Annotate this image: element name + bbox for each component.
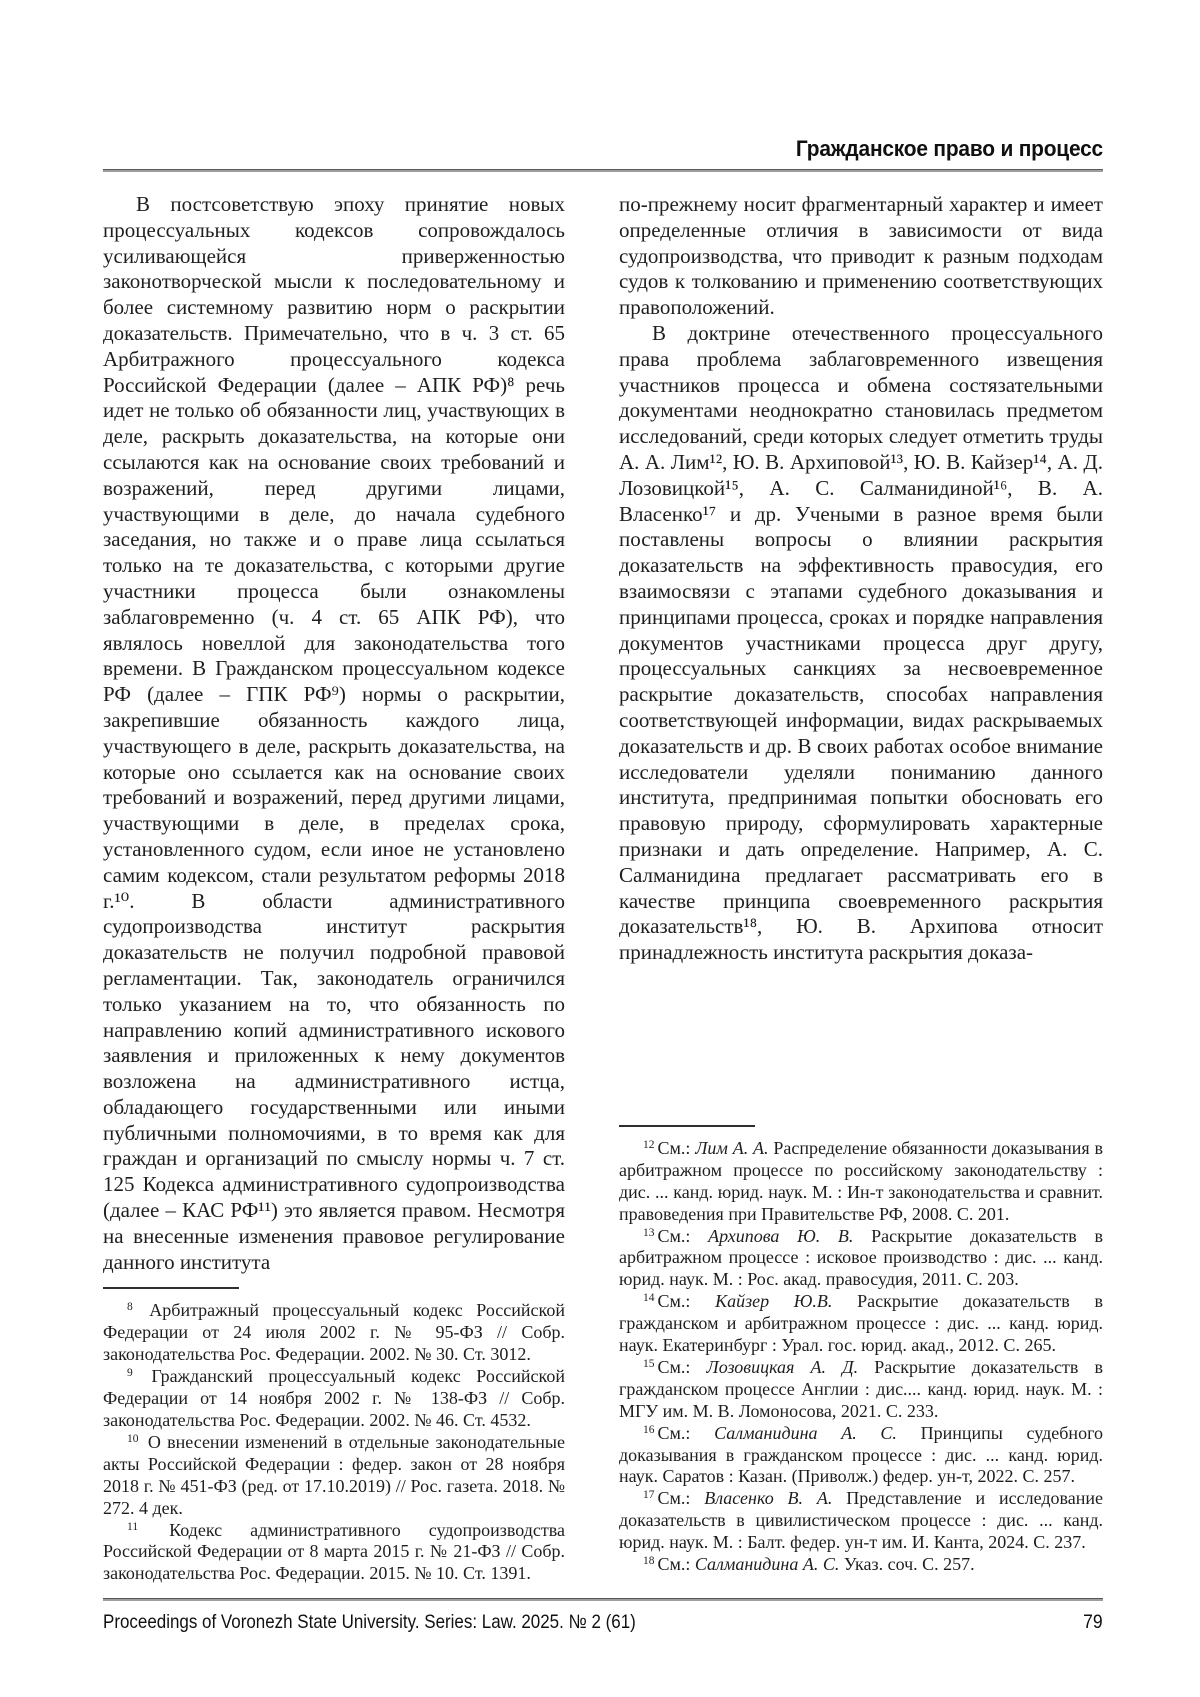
footnote-see: См.: bbox=[657, 1422, 715, 1443]
footnote-text: Указ. соч. С. 257. bbox=[839, 1554, 975, 1575]
footnote-author: Архипова Ю. В. bbox=[708, 1225, 854, 1246]
footnote-16 bbox=[619, 1423, 1103, 1489]
journal-line: Proceedings of Voronezh State University. Series: Law. 2025. № 2 (61) bbox=[103, 1611, 636, 1633]
footnote-author: Лозовицкая А. Д. bbox=[706, 1356, 859, 1377]
running-section-title: Гражданское право и процесс bbox=[795, 136, 1103, 161]
paragraph-1: В постсоветствую эпоху принятие новых процессуальных кодексов сопровождалось усиливающейся приверженностью законотворческой мысли к последовательному и более системному развитию норм о раскрытии доказательств. Примечательно, что в ч. 3 ст. 65 Арбитражного процессуального кодекса Российской Федерации (далее – АПК РФ)⁸ речь идет не только об обязанности лиц, участвующих в деле, раскрыть доказательства, на которые они ссылаются как на основание своих требований и возражений, перед другими лицами, участвующими в деле, до начала судебного заседания, но также и о праве лица ссылаться только на те доказательства, с которыми другие участники процесса были ознакомлены заблаговременно (ч. 4 ст. 65 АПК РФ), что являлось новеллой для законодательства того времени. В Гражданском процессуальном кодексе РФ (далее – ГПК РФ⁹) нормы о раскрытии, закрепившие обязанность каждого лица, участвующего в деле, раскрыть доказательства, на которые оно ссылается как на основание своих требований и возражений, перед другими лицами, участвующими в деле, в пределах срока, установленного судом, если иное не установлено самим кодексом, стали результатом реформы 2018 г.¹⁰. В области административного судопроизводства институт раскрытия доказательств не получил подробной правовой регламентации. Так, законодатель ограничился только указанием на то, что обязанность по направлению копий административного искового заявления и приложенных к нему документов возложена на административного истца, обладающего государственными или иными публичными полномочиями, в то время как для граждан и организаций по смыслу нормы ч. 7 ст. 125 Кодекса административного судопроизводства (далее – КАС РФ¹¹) это является правом. Несмотря на внесенные изменения правовое регулирование данного института bbox=[103, 192, 565, 1274]
footnote-text: Представление и исследование доказательств в цивилистическом процессе : дис. ... канд. юрид. наук. М. : Балт. федер. ун-т им. И. Канта, 2024. С. 237. bbox=[619, 1488, 1103, 1553]
footnote-17 bbox=[619, 1488, 1103, 1554]
footnote-text: Гражданский процессуальный кодекс Российской Федерации от 14 ноября 2002 г. № 138-ФЗ // Собр. законодательства Рос. Федерации. 2002. № 46. Ст. 4532. bbox=[103, 1366, 565, 1430]
footnote-number: 12 bbox=[643, 1138, 655, 1151]
footnote-13 bbox=[619, 1226, 1103, 1292]
footnote-number: 16 bbox=[643, 1423, 655, 1436]
footnote-number: 11 bbox=[127, 1520, 139, 1533]
footnote-text: Распределение обязанности доказывания в арбитражном процессе по российскому законодательству : дис. ... канд. юрид. наук. М. : Ин-т законодательства и сравнит. правоведения при Правительстве РФ, 2008. С. 201. bbox=[619, 1137, 1103, 1224]
left-footnote-block bbox=[103, 1275, 565, 1585]
footnote-text: Кодекс административного судопроизводства Российской Федерации от 8 марта 2015 г. № 21-ФЗ // Собр. законодательства Рос. Федерации. 2015. № 10. Ст. 1391. bbox=[103, 1519, 565, 1584]
footer-rule bbox=[103, 1598, 1103, 1601]
footnote-author: Салманидина А. С. bbox=[694, 1554, 840, 1575]
left-body-text bbox=[103, 192, 565, 1275]
footnote-author: Салманидина А. С. bbox=[714, 1422, 897, 1443]
footnote-see: См.: bbox=[657, 1356, 707, 1377]
footnote-10 bbox=[103, 1432, 565, 1520]
footnote-number: 14 bbox=[643, 1292, 655, 1305]
footnote-separator bbox=[103, 1287, 239, 1289]
header-rule bbox=[103, 169, 1103, 172]
footnote-see: См.: bbox=[657, 1488, 705, 1509]
footnote-author: Кайзер Ю.В. bbox=[715, 1291, 833, 1312]
footnote-18 bbox=[619, 1554, 1103, 1576]
footnote-see: См.: bbox=[657, 1225, 709, 1246]
footnote-14 bbox=[619, 1291, 1103, 1357]
column-right bbox=[619, 192, 1103, 1576]
footnote-separator bbox=[619, 1125, 755, 1127]
right-body-text bbox=[619, 192, 1103, 966]
footnote-text: Раскрытие доказательств в гражданском и арбитражном процессе : дис. ... канд. юрид. наук. Екатеринбург : Урал. гос. юрид. акад., 2012. С. 265. bbox=[619, 1291, 1103, 1356]
footer-row bbox=[103, 1611, 1103, 1634]
paragraph-2: В доктрине отечественного процессуального права проблема заблаговременного извещения участников процесса и обмена состязательными документами неоднократно становилась предметом исследований, среди которых следует отметить труды А. А. Лим¹², Ю. В. Архиповой¹³, Ю. В. Кайзер¹⁴, А. Д. Лозовицкой¹⁵, А. С. Салманидиной¹⁶, В. А. Власенко¹⁷ и др. Учеными в разное время были поставлены вопросы о влиянии раскрытия доказательств на эффективность правосудия, его взаимосвязи с этапами судебного доказывания и принципами процесса, сроках и порядке направления документов участниками процесса друг другу, процессуальных санкциях за несвоевременное раскрытие доказательств, способах направления соответствующей информации, видах раскрываемых доказательств и др. В своих работах особое внимание исследователи уделяли пониманию данного института, предпринимая попытки обосновать его правовую природу, сформулировать характерные признаки и дать определение. Например, А. С. Салманидина предлагает рассматривать его в качестве принципа своевременного раскрытия доказательств¹⁸, Ю. В. Архипова относит принадлежность института раскрытия доказа- bbox=[619, 320, 1103, 965]
footnote-number: 8 bbox=[127, 1301, 133, 1314]
column-left bbox=[103, 192, 565, 1584]
footnote-text: Раскрытие доказательств в арбитражном процессе : исковое производство : дис. ... канд. юрид. наук. М. : Рос. акад. правосудия, 2011. С. 203. bbox=[619, 1225, 1103, 1290]
footnote-15 bbox=[619, 1357, 1103, 1423]
paragraph-continuation: по-прежнему носит фрагментарный характер и имеет определенные отличия в зависимости от вида судопроизводства, что приводит к разным подходам судов к толкованию и применению соответствующих правоположений. bbox=[619, 192, 1103, 320]
footnote-11 bbox=[103, 1520, 565, 1586]
footnote-number: 9 bbox=[127, 1367, 133, 1380]
footnote-number: 15 bbox=[643, 1357, 655, 1370]
footnote-see: См.: bbox=[657, 1291, 716, 1312]
footnote-text: О внесении изменений в отдельные законодательные акты Российской Федерации : федер. закон от 28 ноября 2018 г. № 451-ФЗ (ред. от 17.10.2019) // Рос. газета. 2018. № 272. 4 дек. bbox=[103, 1431, 565, 1518]
page-header bbox=[103, 0, 1103, 172]
footnote-see: См.: bbox=[657, 1137, 696, 1158]
footnote-9 bbox=[103, 1366, 565, 1432]
footnote-author: Власенко В. А. bbox=[704, 1488, 833, 1509]
footnote-text: Арбитражный процессуальный кодекс Российской Федерации от 24 июля 2002 г. № 95-ФЗ // Собр. законодательства Рос. Федерации. 2002. № 30. Ст. 3012. bbox=[103, 1300, 565, 1365]
footnote-12 bbox=[619, 1138, 1103, 1226]
footnote-see: См.: bbox=[657, 1554, 695, 1575]
footnote-author: Лим А. А. bbox=[695, 1137, 769, 1158]
footnote-text: Принципы судебного доказывания в гражданском процессе : дис. ... канд. юрид. наук. Саратов : Казан. (Приволж.) федер. ун-т, 2022. С. 257. bbox=[619, 1422, 1104, 1487]
two-column-body bbox=[103, 192, 1104, 1584]
footnote-number: 10 bbox=[127, 1432, 139, 1445]
footnote-number: 18 bbox=[643, 1555, 655, 1568]
right-footnote-block bbox=[619, 1113, 1103, 1576]
footnote-8 bbox=[103, 1300, 565, 1366]
footnote-text: Раскрытие доказательств в гражданском процессе Англии : дис.... канд. юрид. наук. М. : МГУ им. М. В. Ломоносова, 2021. С. 233. bbox=[619, 1356, 1103, 1421]
footnote-number: 13 bbox=[643, 1226, 655, 1239]
page-footer bbox=[103, 1598, 1103, 1634]
page-number: 79 bbox=[1083, 1611, 1103, 1633]
footnote-number: 17 bbox=[643, 1489, 655, 1502]
